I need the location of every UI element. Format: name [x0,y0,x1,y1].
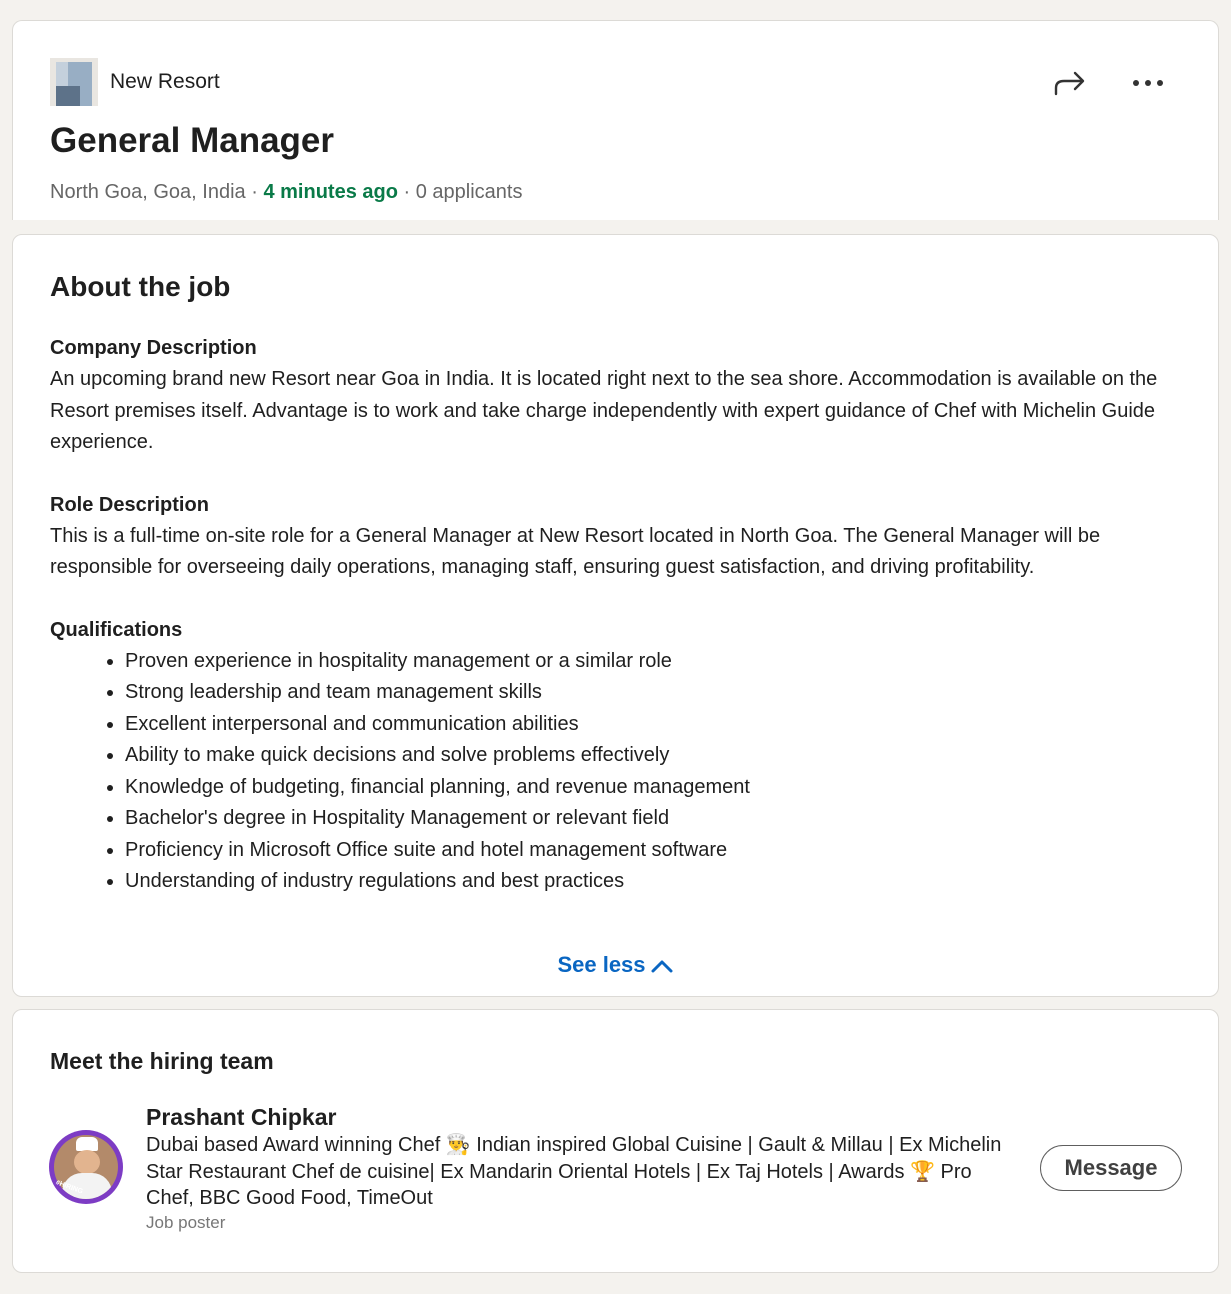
hiring-badge: #HIRING [54,1179,84,1196]
share-arrow-icon[interactable] [1050,63,1090,103]
see-less-label: See less [557,952,646,977]
qualifications-title: Qualifications [50,618,183,641]
company-description-title: Company Description [50,337,257,359]
list-item: • Excellent interpersonal and communication abilities [125,709,1190,741]
role-description-text: This is a full-time on-site role for a General Manager at New Resort located in North Goa. The General Manager will be responsible for overseeing daily operations, managing staff, ensuring guest satisfaction, and driving profitability. [50,524,1101,578]
header-actions [1050,63,1168,103]
list-item: • Ability to make quick decisions and solve problems effectively [125,740,1190,772]
avatar[interactable] [49,1130,123,1204]
about-content [50,271,1190,898]
role-description-title: Role Description [50,493,209,516]
message-button[interactable]: Message [1040,1145,1182,1191]
applicant-count: 0 applicants [415,181,523,203]
about-job-card [12,234,1219,997]
poster-name[interactable]: Prashant Chipkar [146,1104,337,1130]
poster-role: Job poster [146,1212,226,1232]
company-description-text: An upcoming brand new Resort near Goa in India. It is located right next to the sea shore. Accommodation is available on the Resort premises itself. Advantage is to work and take charge independently with expert guidance of Chef with Michelin Guide experience. [50,368,1158,453]
poster-info [146,1102,1016,1233]
list-item: • Proven experience in hospitality management or a similar role [125,646,1190,678]
company-name[interactable]: New Resort [110,70,220,93]
job-header-card [12,20,1219,220]
about-heading: About the job [50,271,231,302]
job-meta-line [50,181,522,204]
qualifications-list [50,646,1190,898]
meta-separator: · [397,181,416,203]
posted-time: 4 minutes ago [263,181,398,203]
list-item: • Understanding of industry regulations and best practices [125,866,1190,898]
job-location: North Goa, Goa, India [50,181,246,203]
list-item: • Bachelor's degree in Hospitality Management or relevant field [125,803,1190,835]
list-item: • Knowledge of budgeting, financial planning, and revenue management [125,772,1190,804]
company-logo[interactable] [50,58,98,106]
chevron-up-icon [650,958,674,974]
more-options-icon[interactable] [1128,63,1168,103]
see-less-button[interactable] [13,952,1218,978]
list-item: • Strong leadership and team management skills [125,677,1190,709]
poster-headline: Dubai based Award winning Chef 👨‍🍳 Indian inspired Global Cuisine | Gault & Millau | Ex Michelin Star Restaurant Chef de cuisine| Ex Mandarin Oriental Hotels | Ex Taj Hotels | Awards 🏆 Pro Chef, BBC Good Food, TimeOut [146,1134,1002,1209]
job-title: General Manager [50,121,334,160]
company-row[interactable] [50,58,220,106]
list-item: • Proficiency in Microsoft Office suite and hotel management software [125,835,1190,867]
hiring-team-heading: Meet the hiring team [50,1048,274,1074]
hiring-team-card [12,1009,1219,1273]
meta-separator: · [245,181,264,203]
